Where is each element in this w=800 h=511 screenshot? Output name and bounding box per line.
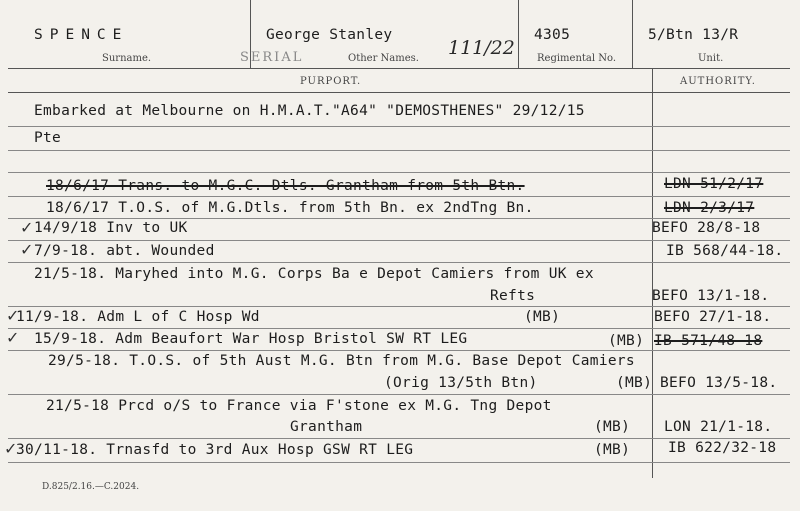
entry-purport: (Orig 13/5th Btn) <box>384 375 538 391</box>
regimental-no-value: 4305 <box>534 27 571 43</box>
unit-value: 5/Btn 13/R <box>648 27 739 43</box>
entry-authority: BEFO 13/1-18. <box>652 288 770 304</box>
entry-authority: IB 622/32-18 <box>668 440 777 456</box>
check-mark-icon: ✓ <box>6 306 20 325</box>
header-divider-2 <box>518 0 519 68</box>
mb-mark: (MB) <box>594 419 631 435</box>
entry-authority: IB 568/44-18. <box>666 243 784 259</box>
entry-purport: 15/9-18. Adm Beaufort War Hosp Bristol SW RT LEG <box>34 331 468 347</box>
entry-purport: 29/5-18. T.O.S. of 5th Aust M.G. Btn from M.G. Base Depot Camiers <box>48 353 635 369</box>
check-mark-icon: ✓ <box>20 240 34 259</box>
entry-authority: LDN 51/2/17 <box>664 176 764 192</box>
handwritten-note: 111/22 <box>448 37 515 59</box>
surname-label: Surname. <box>102 53 152 64</box>
entry-authority: IB 571/48-18 <box>654 333 763 349</box>
authority-divider <box>652 68 653 478</box>
surname-stamp: SERIAL <box>240 50 304 65</box>
other-names-value: George Stanley <box>266 27 393 43</box>
row-rule <box>8 196 790 197</box>
mb-mark: (MB) <box>524 309 561 325</box>
row-rule <box>8 328 790 329</box>
unit-label: Unit. <box>698 53 724 64</box>
entry-purport: Pte <box>34 130 62 146</box>
header-rule <box>8 68 790 69</box>
row-rule <box>8 150 790 151</box>
row-rule <box>8 438 790 439</box>
entry-purport: 21/5-18 Prcd o/S to France via F'stone ex M.G. Tng Depot <box>46 398 552 414</box>
entry-authority: LON 21/1-18. <box>664 419 773 435</box>
authority-header: AUTHORITY. <box>680 76 756 87</box>
entry-purport: Embarked at Melbourne on H.M.A.T."A64" "DEMOSTHENES" 29/12/15 <box>34 103 585 119</box>
entry-purport: 18/6/17 T.O.S. of M.G.Dtls. from 5th Bn. ex 2ndTng Bn. <box>46 200 534 216</box>
purport-header: PURPORT. <box>300 76 362 87</box>
entry-purport: Refts <box>490 288 536 304</box>
check-mark-icon: ✓ <box>4 439 18 458</box>
entry-purport: 7/9-18. abt. Wounded <box>34 243 215 259</box>
mb-mark: (MB) <box>608 333 645 349</box>
row-rule <box>8 126 790 127</box>
regimental-no-label: Regimental No. <box>537 53 617 64</box>
entry-authority: BEFO 27/1-18. <box>654 309 772 325</box>
check-mark-icon: ✓ <box>6 328 20 347</box>
entry-purport: 11/9-18. Adm L of C Hosp Wd <box>16 309 260 325</box>
entry-authority: LDN 2/3/17 <box>664 200 755 216</box>
row-rule <box>8 262 790 263</box>
entry-authority: BEFO 13/5-18. <box>660 375 778 391</box>
entry-purport: 21/5-18. Maryhed into M.G. Corps Ba e Depot Camiers from UK ex <box>34 266 594 282</box>
surname-value: SPENCE <box>34 27 129 43</box>
row-rule <box>8 240 790 241</box>
row-rule <box>8 394 790 395</box>
row-rule <box>8 306 790 307</box>
row-rule <box>8 350 790 351</box>
mb-mark: (MB) <box>616 375 653 391</box>
column-header-rule <box>8 92 790 93</box>
entry-authority: BEFO 28/8-18 <box>652 220 761 236</box>
row-rule <box>8 218 790 219</box>
entry-purport: Grantham <box>290 419 363 435</box>
check-mark-icon: ✓ <box>20 218 34 237</box>
other-names-label: Other Names. <box>348 53 419 64</box>
row-rule <box>8 462 790 463</box>
entry-purport: 18/6/17 Trans. to M.G.C. Dtls. Grantham from 5th Btn. <box>46 178 525 194</box>
entry-purport: 14/9/18 Inv to UK <box>34 220 188 236</box>
entry-purport: 30/11-18. Trnasfd to 3rd Aux Hosp GSW RT LEG <box>16 442 414 458</box>
mb-mark: (MB) <box>594 442 631 458</box>
row-rule <box>8 172 790 173</box>
form-code: D.825/2.16.—C.2024. <box>42 482 140 492</box>
header-divider-3 <box>632 0 633 68</box>
